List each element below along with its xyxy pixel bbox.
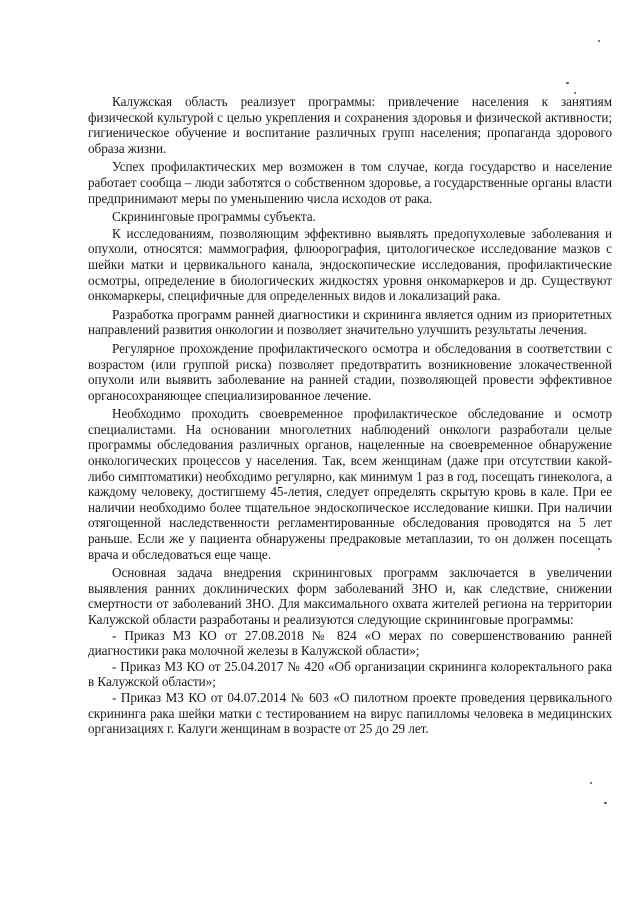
scan-speck: [574, 92, 576, 94]
paragraph-regular-checkup: Регулярное прохождение профилактического осмотра и обследования в соответствии с возрастом (или группой риска) позволяет предотвратить возникновение злокачественной опухоли или выявить заболевание на ранней стадии, позволяющей провести эффективное органосохраняющее специализированное лечение.: [88, 340, 612, 403]
scan-speck: [604, 802, 607, 804]
order-item-420: - Приказ МЗ КО от 25.04.2017 № 420 «Об организации скрининга колоректального рака в Калужской области»;: [88, 658, 612, 690]
paragraph-timely-examination: Необходимо проходить своевременное профилактическое обследование и осмотр специалистами. На основании многолетних наблюдений онкологи разработали целые программы обследования различных органов, нацеленные на своевременное обнаружение онкологических процессов у населения. Так, всем женщинам (даже при отсутствии какой-либо симптоматики) необходимо регулярно, как минимум 1 раз в год, посещать гинеколога, а каждому человеку, достигшему 45-летия, следует определять скрытую кровь в кале. При ее наличии необходимо более тщательное эндоскопическое исследование кишки. При наличии отягощенной наследственности регламентированные обследования проводятся на 5 лет раньше. Если же у пациента обнаружены предраковые метаплазии, то он должен посещать врача и обследоваться еще чаще.: [88, 406, 612, 562]
paragraph-screening-heading: Скрининговые программы субъекта.: [112, 209, 316, 225]
paragraph-programs: Калужская область реализует программы: привлечение населения к занятиям физической культурой с целью укрепления и сохранения здоровья и физической активности; гигиеническое обучение и воспитание различных групп населения; пропаганда здорового образа жизни.: [88, 94, 612, 156]
scan-speck: [598, 40, 600, 42]
paragraph-development: Разработка программ ранней диагностики и скрининга является одним из приоритетных направлений развития онкологии и позволяет значительно улучшить результаты лечения.: [88, 306, 612, 338]
paragraph-success: Успех профилактических мер возможен в том случае, когда государство и население работает сообща – люди заботятся о собственном здоровье, а государственные органы власти предпринимают меры по уменьшению числа исходов от рака.: [88, 159, 612, 206]
paragraph-research: К исследованиям, позволяющим эффективно выявлять предопухолевые заболевания и опухоли, относятся: маммография, флюорография, цитологическое исследование мазков с шейки матки и цервикального канала, эндоскопические исследования, профилактические осмотры, определение в биологических жидкостях уровня онкомаркеров и др. Существуют онкомаркеры, специфичные для определенных видов и локализаций рака.: [88, 225, 612, 304]
paragraph-main-task: Основная задача внедрения скрининговых программ заключается в увеличении выявления ранних доклинических форм заболеваний ЗНО и, как следствие, снижении смертности от заболеваний ЗНО. Для максимального охвата жителей региона на территории Калужской области разработаны и реализуются следующие скрининговые программы:: [88, 565, 612, 627]
order-item-603: - Приказ МЗ КО от 04.07.2014 № 603 «О пилотном проекте проведения цервикального скрининга рака шейки матки с тестированием на вирус папилломы человека в медицинских организациях г. Калуги женщинам в возрасте от 25 до 29 лет.: [88, 689, 612, 737]
order-item-824: - Приказ МЗ КО от 27.08.2018 № 824 «О мерах по совершенствованию ранней диагностики рака молочной железы в Калужской области»;: [88, 627, 612, 659]
scan-speck: [566, 82, 569, 84]
scan-speck: [598, 548, 600, 550]
document-body: [88, 94, 612, 737]
scan-speck: [590, 782, 592, 784]
